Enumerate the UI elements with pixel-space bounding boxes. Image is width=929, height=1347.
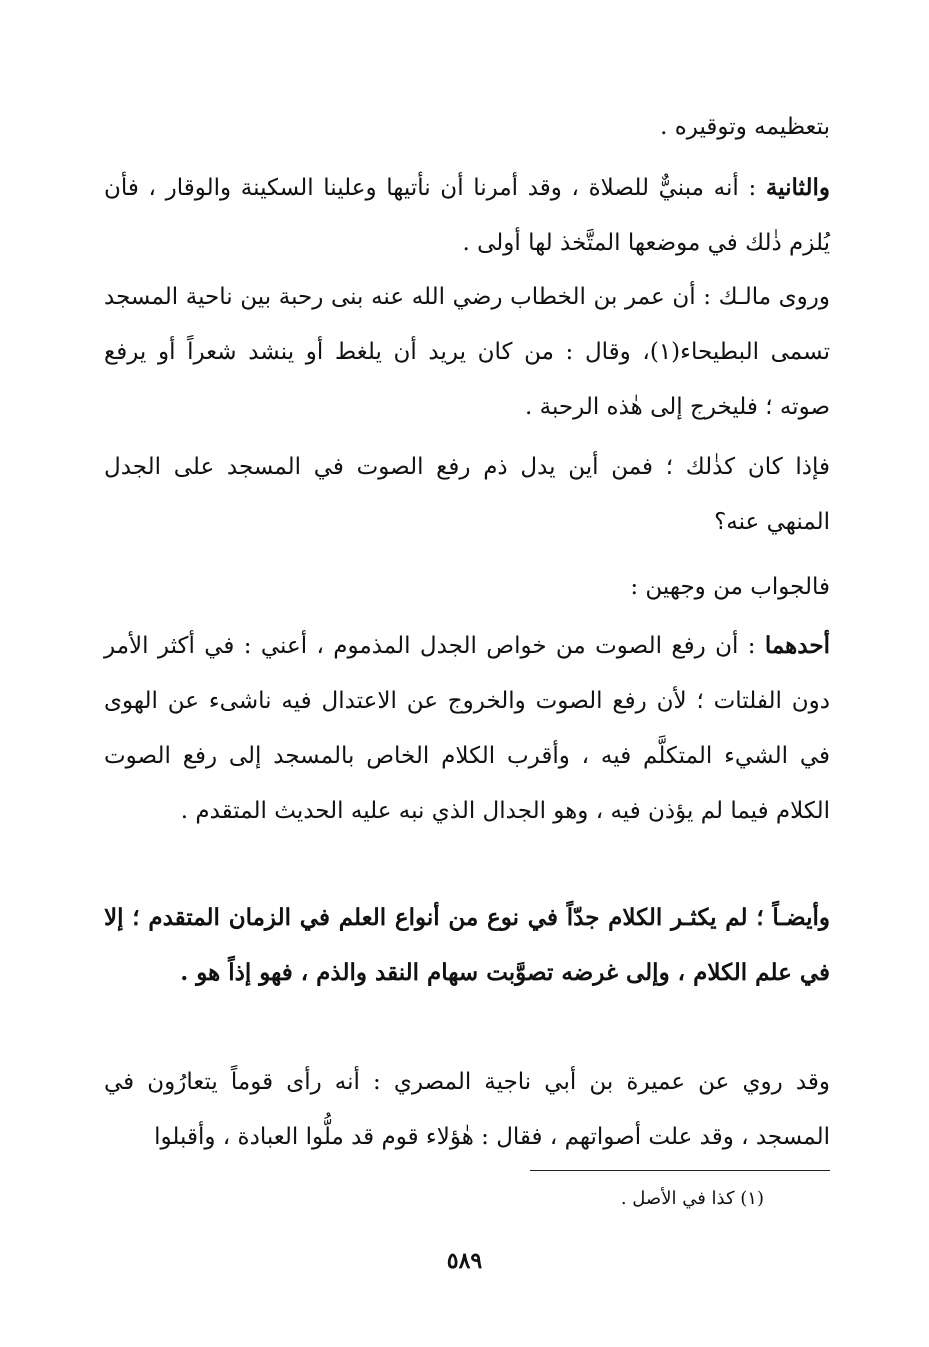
- paragraph-second-aspect: [104, 890, 874, 1000]
- paragraph-text: : أن رفع الصوت من خواص الجدل المذموم ، أعني : في أكثر الأمر دون الفلتات ؛ لأن رفع الصوت والخروج عن الاعتدال فيه ناشىء عن الهوى في الشيء المتكلَّم فيه ، وأقرب الكلام الخاص بالمسجد إلى رفع الصوت الكلام فيما لم يؤذن فيه ، وهو الجدال الذي نبه عليه الحديث المتقدم .: [104, 633, 830, 824]
- paragraph-text: بتعظيمه وتوقيره .: [660, 114, 830, 140]
- paragraph-continuation: [104, 100, 830, 155]
- paragraph-lead: والثانية: [765, 174, 830, 201]
- paragraph-answer-intro: [104, 560, 874, 615]
- paragraph-text: فالجواب من وجهين :: [630, 574, 830, 600]
- paragraph-text: وقد روي عن عميرة بن أبي ناجية المصري : أنه رأى قوماً يتعارُون في المسجد ، وقد علت أصواتهم ، فقال : هٰؤلاء قوم قد ملُّوا العبادة ، وأقبلوا: [104, 1069, 830, 1150]
- footnote: (١) كذا في الأصل .: [620, 1188, 764, 1209]
- paragraph-text: وروى مالـك : أن عمر بن الخطاب رضي الله عنه بنى رحبة بين ناحية المسجد تسمى البطيحاء(١)، وقال : من كان يريد أن يلغط أو ينشد شعراً أو يرفع صوته ؛ فليخرج إلى هٰذه الرحبة .: [104, 284, 830, 420]
- paragraph-malik-narration: [104, 270, 874, 435]
- page-number: ٥٨٩: [446, 1248, 483, 1274]
- paragraph-text: : أنه مبنيٌّ للصلاة ، وقد أمرنا أن نأتيها وعلينا السكينة والوقار ، فأن يُلزم ذٰلك في موضعها المتَّخذ لها أولى .: [104, 175, 830, 256]
- paragraph-text: فإذا كان كذٰلك ؛ فمن أين يدل ذم رفع الصوت في المسجد على الجدل المنهي عنه؟: [104, 454, 830, 535]
- paragraph-second-reason: [104, 160, 830, 271]
- paragraph-question: [104, 440, 874, 550]
- paragraph-text: وأيضـاً ؛ لم يكثـر الكلام جدّاً في نوع من أنواع العلم في الزمان المتقدم ؛ إلا في علم الكلام ، وإلى غرضه تصوَّبت سهام النقد والذم ، فهو إذاً هو .: [104, 904, 830, 986]
- paragraph-umayra-narration: [104, 1055, 874, 1165]
- paragraph-first-aspect: [104, 618, 830, 839]
- footnote-divider: [530, 1170, 830, 1171]
- paragraph-lead: أحدهما: [764, 632, 830, 659]
